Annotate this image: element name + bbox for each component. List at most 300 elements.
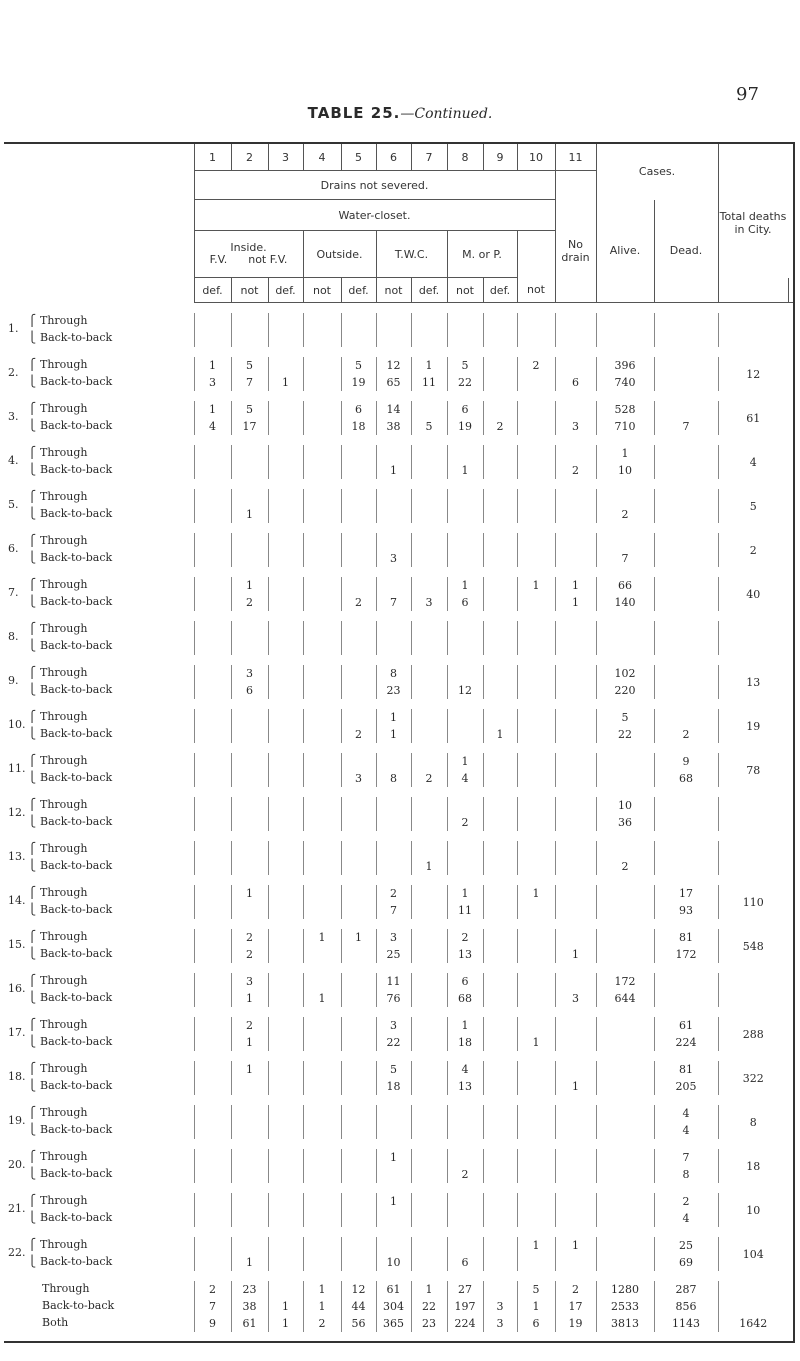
cell-col-2 <box>231 1105 268 1122</box>
cell-col-11 <box>555 770 596 787</box>
summary-cell-14 <box>718 1298 788 1315</box>
cell-col-11 <box>555 902 596 919</box>
row-type-label: Back-to-back <box>40 375 113 388</box>
cell-dead <box>654 401 718 418</box>
summary-cell-14: 1642 <box>718 1315 788 1332</box>
cell-col-5 <box>341 1166 376 1183</box>
cell-total-deaths: 12 <box>718 357 788 391</box>
cell-total-deaths: 288 <box>718 1017 788 1051</box>
cell-col-7 <box>411 990 447 1007</box>
summary-cell-9: 3 <box>483 1298 517 1315</box>
cell-dead: 4 <box>654 1105 718 1122</box>
cell-col-10 <box>517 1122 555 1139</box>
cell-col-3 <box>268 577 303 594</box>
cell-col-5 <box>341 841 376 858</box>
cell-alive: 220 <box>596 682 654 699</box>
row-type-label: Through <box>40 798 88 811</box>
cell-total-deaths: 8 <box>718 1105 788 1139</box>
table-row <box>4 577 793 594</box>
cell-alive: 5 <box>596 709 654 726</box>
cell-col-4 <box>303 418 341 435</box>
cell-alive: 22 <box>596 726 654 743</box>
cell-col-2: 1 <box>231 577 268 594</box>
summary-cell-9 <box>483 1281 517 1298</box>
cell-col-8: 1 <box>447 1017 483 1034</box>
cell-dead: 4 <box>654 1210 718 1227</box>
cell-col-2: 2 <box>231 594 268 611</box>
cell-col-5 <box>341 1017 376 1034</box>
cell-col-1 <box>194 506 231 523</box>
cell-col-6: 10 <box>376 1254 411 1271</box>
cell-col-7 <box>411 946 447 963</box>
cell-col-2 <box>231 1210 268 1227</box>
cell-col-6 <box>376 533 411 550</box>
row-type-label: Through <box>40 754 88 767</box>
cell-col-9 <box>483 1122 517 1139</box>
cell-col-8: 13 <box>447 1078 483 1095</box>
cell-col-1 <box>194 885 231 902</box>
cell-col-4 <box>303 357 341 374</box>
row-label-cell <box>4 665 194 687</box>
cell-col-11 <box>555 1210 596 1227</box>
cell-total-deaths <box>718 621 788 655</box>
cell-dead <box>654 313 718 330</box>
cell-col-1: 3 <box>194 374 231 391</box>
cell-col-4 <box>303 858 341 875</box>
cell-col-1 <box>194 1105 231 1122</box>
row-type-label: Back-to-back <box>40 947 113 960</box>
cell-col-4: 1 <box>303 990 341 1007</box>
cell-col-9 <box>483 1017 517 1034</box>
cell-col-4 <box>303 1193 341 1210</box>
row-label-cell <box>4 929 194 951</box>
cell-col-3 <box>268 1105 303 1122</box>
cell-col-6 <box>376 1210 411 1227</box>
cell-col-11 <box>555 506 596 523</box>
cell-col-9 <box>483 577 517 594</box>
cell-alive <box>596 1254 654 1271</box>
cell-col-5 <box>341 902 376 919</box>
cell-total-deaths <box>718 973 788 1007</box>
row-type-label: Back-to-back <box>40 815 113 828</box>
row-number: 21. <box>8 1202 26 1215</box>
cell-col-3 <box>268 506 303 523</box>
cell-col-3 <box>268 682 303 699</box>
col-num-4: 4 <box>303 144 341 171</box>
title-subtitle: —Continued. <box>400 106 493 122</box>
cell-col-11 <box>555 621 596 638</box>
sub-not-2: not <box>303 278 341 303</box>
cell-col-11 <box>555 1166 596 1183</box>
cell-col-3 <box>268 1017 303 1034</box>
cell-col-11 <box>555 313 596 330</box>
summary-cell-5: 12 <box>341 1281 376 1298</box>
table-row <box>4 726 793 743</box>
cell-col-8 <box>447 638 483 655</box>
brace-mark: ⎧ <box>28 490 37 503</box>
cell-col-6 <box>376 1122 411 1139</box>
cell-col-11: 1 <box>555 577 596 594</box>
cell-col-6: 1 <box>376 1193 411 1210</box>
row-type-label: Back-to-back <box>40 771 113 784</box>
cell-col-10 <box>517 797 555 814</box>
cell-col-1 <box>194 1017 231 1034</box>
summary-cell-11: 17 <box>555 1298 596 1315</box>
cell-col-5 <box>341 1078 376 1095</box>
table-row <box>4 770 793 787</box>
cell-col-8: 6 <box>447 401 483 418</box>
cell-col-4 <box>303 374 341 391</box>
cell-col-1 <box>194 665 231 682</box>
sub-def-3: def. <box>341 278 376 303</box>
cell-col-7 <box>411 621 447 638</box>
table-row <box>4 313 793 330</box>
cell-col-9 <box>483 929 517 946</box>
row-type-label: Through <box>40 534 88 547</box>
cell-col-8: 6 <box>447 973 483 990</box>
cell-col-3 <box>268 1193 303 1210</box>
cell-col-7 <box>411 973 447 990</box>
cell-col-9 <box>483 682 517 699</box>
cell-col-10 <box>517 445 555 462</box>
drains-not-severed-header: Drains not severed. <box>194 171 555 200</box>
cell-col-6: 25 <box>376 946 411 963</box>
cell-col-2 <box>231 1122 268 1139</box>
cell-col-5 <box>341 814 376 831</box>
brace-mark: ⎧ <box>28 402 37 415</box>
cell-col-9 <box>483 1149 517 1166</box>
cell-col-3 <box>268 990 303 1007</box>
fv-label: F.V. <box>209 253 228 266</box>
cell-col-9 <box>483 330 517 347</box>
cell-alive: 2 <box>596 858 654 875</box>
cell-col-5 <box>341 638 376 655</box>
cell-col-7 <box>411 1210 447 1227</box>
cell-total-deaths: 13 <box>718 665 788 699</box>
cell-col-2: 1 <box>231 1061 268 1078</box>
col-num-11: 11 <box>555 144 596 171</box>
brace-mark: ⎩ <box>28 595 37 608</box>
row-type-label: Back-to-back <box>40 1167 113 1180</box>
cell-col-5 <box>341 1149 376 1166</box>
brace-mark: ⎩ <box>28 551 37 564</box>
cell-dead: 224 <box>654 1034 718 1051</box>
row-type-label: Through <box>40 1018 88 1031</box>
cell-col-9 <box>483 973 517 990</box>
summary-cell-8: 224 <box>447 1315 483 1332</box>
cell-col-9 <box>483 990 517 1007</box>
cell-col-4 <box>303 1254 341 1271</box>
cell-dead: 25 <box>654 1237 718 1254</box>
summary-cell-4: 1 <box>303 1281 341 1298</box>
cell-col-8 <box>447 313 483 330</box>
row-label-cell <box>4 946 194 963</box>
cell-col-1: 1 <box>194 357 231 374</box>
cell-col-10 <box>517 973 555 990</box>
cell-col-1 <box>194 858 231 875</box>
cell-col-9 <box>483 1193 517 1210</box>
cell-col-7: 11 <box>411 374 447 391</box>
row-label-cell <box>4 682 194 699</box>
summary-cell-7: 22 <box>411 1298 447 1315</box>
cell-col-4 <box>303 445 341 462</box>
cell-col-7: 2 <box>411 770 447 787</box>
cell-col-6 <box>376 1237 411 1254</box>
row-label-cell <box>4 990 194 1007</box>
col-num-3: 3 <box>268 144 303 171</box>
brace-mark: ⎩ <box>28 1211 37 1224</box>
cell-col-6 <box>376 577 411 594</box>
cell-col-1 <box>194 726 231 743</box>
cell-col-7 <box>411 753 447 770</box>
cell-alive: 1 <box>596 445 654 462</box>
cell-col-5 <box>341 885 376 902</box>
cell-col-2: 1 <box>231 885 268 902</box>
cell-col-3 <box>268 973 303 990</box>
row-number: 6. <box>8 542 19 555</box>
table-row <box>4 1193 793 1210</box>
table-row <box>4 858 793 875</box>
cell-col-11 <box>555 401 596 418</box>
cell-col-3 <box>268 594 303 611</box>
row-number: 11. <box>8 762 26 775</box>
cell-col-8 <box>447 1149 483 1166</box>
cell-alive <box>596 1078 654 1095</box>
cell-col-10: 1 <box>517 1034 555 1051</box>
row-number: 7. <box>8 586 19 599</box>
cell-col-5 <box>341 577 376 594</box>
summary-cell-13: 287 <box>654 1281 718 1298</box>
cell-dead <box>654 797 718 814</box>
cell-col-10: 1 <box>517 577 555 594</box>
cell-col-7 <box>411 1078 447 1095</box>
table-row <box>4 550 793 567</box>
table-row <box>4 682 793 699</box>
cell-col-8: 5 <box>447 357 483 374</box>
cell-total-deaths: 104 <box>718 1237 788 1271</box>
cell-col-6 <box>376 313 411 330</box>
cell-col-9: 1 <box>483 726 517 743</box>
cell-col-4 <box>303 462 341 479</box>
brace-mark: ⎧ <box>28 1238 37 1251</box>
table-row <box>4 374 793 391</box>
cell-col-6 <box>376 1166 411 1183</box>
cell-col-11 <box>555 1122 596 1139</box>
brace-mark: ⎧ <box>28 1194 37 1207</box>
cell-col-7 <box>411 841 447 858</box>
cell-alive <box>596 621 654 638</box>
cell-dead: 69 <box>654 1254 718 1271</box>
summary-cell-9: 3 <box>483 1315 517 1332</box>
cell-total-deaths: 40 <box>718 577 788 611</box>
col-num-9: 9 <box>483 144 517 171</box>
cell-col-10 <box>517 638 555 655</box>
cell-col-2: 2 <box>231 946 268 963</box>
cell-alive <box>596 946 654 963</box>
cell-col-2 <box>231 445 268 462</box>
cell-col-5: 5 <box>341 357 376 374</box>
cell-col-1 <box>194 1210 231 1227</box>
cell-col-7 <box>411 330 447 347</box>
summary-row <box>4 1298 793 1315</box>
cell-col-4 <box>303 709 341 726</box>
cell-dead <box>654 577 718 594</box>
row-type-label: Through <box>40 358 88 371</box>
cell-col-9 <box>483 357 517 374</box>
row-type-label: Through <box>40 886 88 899</box>
cell-col-7 <box>411 489 447 506</box>
cell-col-4 <box>303 577 341 594</box>
cell-col-6: 1 <box>376 709 411 726</box>
row-label-cell <box>4 709 194 731</box>
cell-col-6 <box>376 638 411 655</box>
cell-col-2 <box>231 1166 268 1183</box>
cell-col-1 <box>194 1149 231 1166</box>
cell-col-6: 1 <box>376 726 411 743</box>
cell-col-7: 5 <box>411 418 447 435</box>
summary-row <box>4 1281 793 1298</box>
cell-col-6 <box>376 753 411 770</box>
cell-col-3: 1 <box>268 374 303 391</box>
row-type-label: Through <box>40 314 88 327</box>
cell-alive <box>596 313 654 330</box>
cell-col-5 <box>341 709 376 726</box>
table-row <box>4 902 793 919</box>
row-number: 19. <box>8 1114 26 1127</box>
cell-col-8 <box>447 445 483 462</box>
cell-alive <box>596 753 654 770</box>
brace-mark: ⎧ <box>28 842 37 855</box>
table-row <box>4 1105 793 1122</box>
summary-cell-5: 56 <box>341 1315 376 1332</box>
cell-col-3 <box>268 814 303 831</box>
cell-col-5: 6 <box>341 401 376 418</box>
brace-mark: ⎩ <box>28 1035 37 1048</box>
brace-mark: ⎧ <box>28 930 37 943</box>
cell-col-2: 2 <box>231 929 268 946</box>
row-type-label: Back-to-back <box>40 551 113 564</box>
cell-dead: 93 <box>654 902 718 919</box>
cell-col-8: 1 <box>447 577 483 594</box>
cell-col-3 <box>268 1149 303 1166</box>
cell-col-2: 7 <box>231 374 268 391</box>
cell-col-6: 12 <box>376 357 411 374</box>
summary-cell-1: 2 <box>194 1281 231 1298</box>
cell-col-9 <box>483 1078 517 1095</box>
cell-col-4 <box>303 770 341 787</box>
cell-col-4 <box>303 550 341 567</box>
row-number: 15. <box>8 938 26 951</box>
cell-col-10 <box>517 506 555 523</box>
cell-alive <box>596 841 654 858</box>
cell-col-11 <box>555 885 596 902</box>
row-type-label: Back-to-back <box>40 859 113 872</box>
cell-col-11 <box>555 445 596 462</box>
row-type-label: Back-to-back <box>40 1079 113 1092</box>
cell-col-3 <box>268 858 303 875</box>
cell-col-7 <box>411 462 447 479</box>
cell-col-11 <box>555 841 596 858</box>
cell-col-2 <box>231 489 268 506</box>
brace-mark: ⎧ <box>28 666 37 679</box>
cell-col-8: 68 <box>447 990 483 1007</box>
cell-col-2 <box>231 726 268 743</box>
cell-col-11 <box>555 665 596 682</box>
cell-col-3 <box>268 797 303 814</box>
row-number: 12. <box>8 806 26 819</box>
cell-alive <box>596 1034 654 1051</box>
brace-mark: ⎩ <box>28 947 37 960</box>
cell-col-10 <box>517 1105 555 1122</box>
cell-col-10 <box>517 1078 555 1095</box>
cell-col-2 <box>231 1078 268 1095</box>
cell-alive: 396 <box>596 357 654 374</box>
cell-col-4 <box>303 638 341 655</box>
cell-col-5 <box>341 621 376 638</box>
water-closet-header: Water-closet. <box>194 200 555 231</box>
brace-mark: ⎩ <box>28 419 37 432</box>
inside-header <box>194 231 303 278</box>
cell-col-1 <box>194 489 231 506</box>
cell-col-8: 6 <box>447 594 483 611</box>
cell-col-7: 1 <box>411 858 447 875</box>
cell-col-1 <box>194 577 231 594</box>
cell-col-11 <box>555 1034 596 1051</box>
cell-col-9 <box>483 709 517 726</box>
cell-col-3 <box>268 357 303 374</box>
row-type-label: Through <box>40 1150 88 1163</box>
cell-col-11 <box>555 1254 596 1271</box>
cell-col-5: 18 <box>341 418 376 435</box>
summary-cell-4: 2 <box>303 1315 341 1332</box>
cell-col-2 <box>231 462 268 479</box>
row-label-cell <box>4 1193 194 1215</box>
row-type-label: Back-to-back <box>40 419 113 432</box>
table-row <box>4 841 793 858</box>
cell-col-5 <box>341 682 376 699</box>
cell-col-1: 4 <box>194 418 231 435</box>
cell-col-9 <box>483 533 517 550</box>
alive-header: Alive. <box>596 200 654 303</box>
cell-col-11 <box>555 858 596 875</box>
cell-col-5 <box>341 533 376 550</box>
cell-total-deaths: 10 <box>718 1193 788 1227</box>
cell-col-9 <box>483 550 517 567</box>
brace-mark: ⎧ <box>28 710 37 723</box>
cell-col-8: 4 <box>447 1061 483 1078</box>
cell-col-8 <box>447 1105 483 1122</box>
cell-dead <box>654 594 718 611</box>
cell-col-1 <box>194 1034 231 1051</box>
cell-col-1 <box>194 445 231 462</box>
cell-dead <box>654 489 718 506</box>
cell-col-10 <box>517 1254 555 1271</box>
cell-col-3 <box>268 1166 303 1183</box>
row-label-cell <box>4 401 194 423</box>
row-label-cell <box>4 858 194 875</box>
row-type-label: Back-to-back <box>40 507 113 520</box>
cell-col-5 <box>341 1061 376 1078</box>
row-type-label: Through <box>40 930 88 943</box>
cell-col-9 <box>483 753 517 770</box>
row-type-label: Through <box>40 1194 88 1207</box>
cell-total-deaths: 110 <box>718 885 788 919</box>
row-number: 5. <box>8 498 19 511</box>
cell-col-6 <box>376 814 411 831</box>
brace-mark: ⎩ <box>28 1255 37 1268</box>
cell-col-7 <box>411 902 447 919</box>
cell-alive <box>596 1122 654 1139</box>
